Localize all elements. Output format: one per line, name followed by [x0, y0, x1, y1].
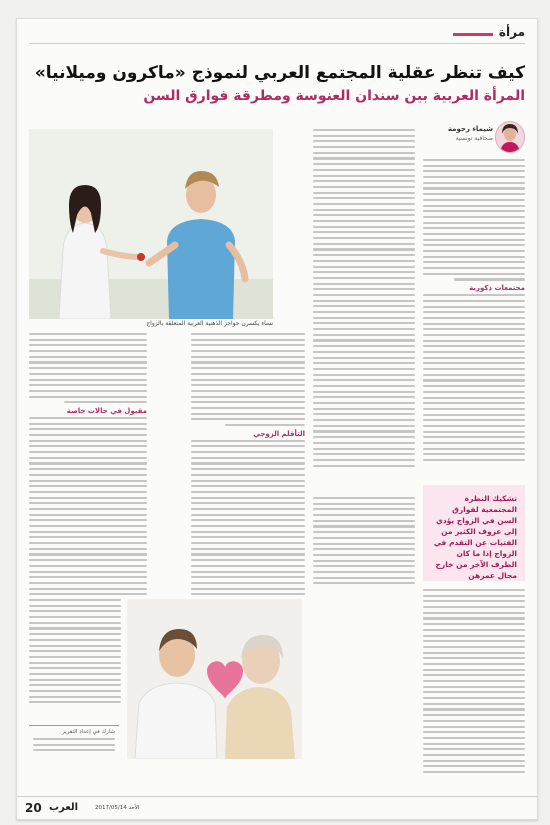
- hero-photo: [29, 129, 273, 319]
- article-column-5: [423, 589, 525, 789]
- author-role: صحافية تونسية: [455, 135, 493, 142]
- article-column-4: [29, 333, 147, 595]
- hero-caption: نساء يكسرن حواجز الذهنية العربية المتعلقة بالزواج: [146, 320, 273, 327]
- newspaper-page: [16, 18, 538, 820]
- author-photo: [495, 121, 525, 153]
- pull-quote: [423, 485, 525, 581]
- subheading-marital-adaptation: التأقلم الزوجي: [253, 429, 305, 438]
- page-footer: [17, 796, 537, 819]
- page-number: 20: [25, 801, 42, 815]
- article-column-6: [313, 497, 415, 597]
- article-column-7: [29, 599, 121, 719]
- article-column-2: [313, 129, 415, 489]
- article-subhead: المرأة العربية بين سندان العنوسة ومطرقة فوارق السن: [143, 88, 525, 104]
- author-card: [421, 121, 525, 155]
- article-column-1: [423, 159, 525, 481]
- paper-logo: العرب: [49, 802, 79, 813]
- section-name: مرأة: [498, 25, 525, 39]
- subheading-masculine-societies: مجتمعات ذكورية: [469, 284, 525, 293]
- issue-date: 2017/05/14 الأحد: [95, 805, 140, 811]
- subheading-acceptable-cases: مقبول في حالات خاصة: [66, 406, 147, 415]
- author-name: شيماء رحومة: [447, 125, 493, 133]
- article-column-3: [191, 333, 305, 595]
- contributors-title: شارك في إعداد التقرير: [62, 729, 115, 735]
- section-header: [29, 25, 525, 44]
- section-accent-bar: [453, 33, 493, 36]
- article-headline: كيف تنظر عقلية المجتمع العربي لنموذج «ماكرون وميلانيا»: [34, 63, 525, 83]
- couple-photo: [127, 599, 302, 759]
- contributors-box: [29, 725, 119, 768]
- pull-quote-text: تشكيك النظرة المجتمعية لفوارق السن في الزواج يؤدي إلى عزوف الكثير من الفتيات عن التقدم في الزواج إذا ما كان الطرف الآخر من خارج مجال عمرهن: [433, 494, 517, 580]
